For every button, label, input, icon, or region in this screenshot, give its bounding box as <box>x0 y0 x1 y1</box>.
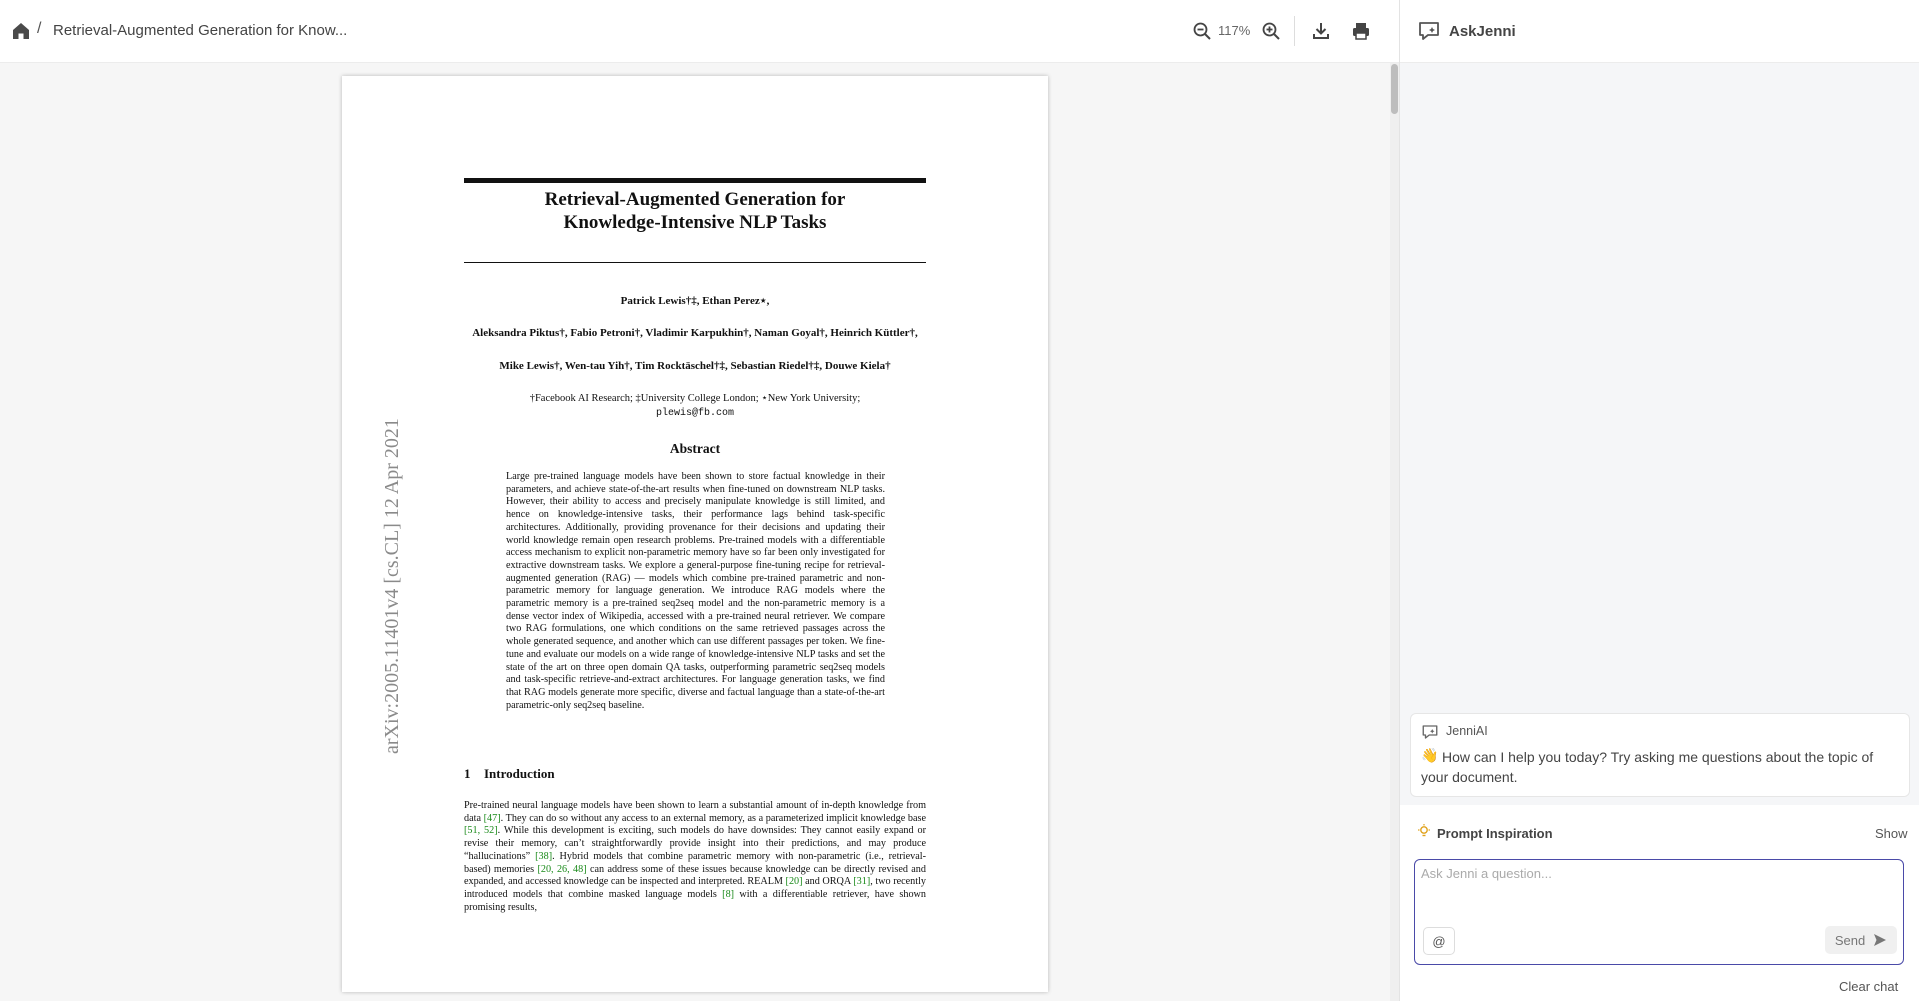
download-icon[interactable] <box>1308 18 1334 44</box>
intro-text: can address some of these issues because knowledge can be directly revised and expanded, and accessed knowledge can be inspected and interpreted. REALM <box>464 863 926 888</box>
section-heading <box>464 766 555 782</box>
authors-line-2: Aleksandra Piktus†, Fabio Petroni†, Vladimir Karpukhin†, Naman Goyal†, Heinrich Küttler†, <box>472 327 918 339</box>
breadcrumb-separator: / <box>37 20 42 37</box>
citation-link[interactable]: [38] <box>535 850 553 862</box>
chat-sender-name: JenniAI <box>1446 724 1488 738</box>
affiliations: †Facebook AI Research; ‡University College London; ⋆New York University; <box>529 393 861 404</box>
intro-text: . While this development is exciting, such models do have downsides: They cannot easily expand or revise their memory, can’t straightforwardly provide insight into their predictions, and may produce “hallucinations” <box>464 825 926 862</box>
lightbulb-icon <box>1417 824 1431 838</box>
chat-input[interactable] <box>1421 866 1895 906</box>
viewer-scrollbar[interactable] <box>1390 63 1399 1001</box>
scrollbar-thumb[interactable] <box>1391 64 1398 114</box>
citation-link[interactable]: [8] <box>722 888 735 900</box>
author-email[interactable]: plewis@fb.com <box>655 408 734 419</box>
citation-link[interactable]: [20] <box>785 876 803 888</box>
mention-button[interactable]: @ <box>1423 927 1455 955</box>
abstract-body: Large pre-trained language models have been shown to store factual knowledge in their parameters, and achieve state-of-the-art results when fine-tuned on downstream NLP tasks. However, their ability to access and precisely manipulate knowledge is still limited, and hence on knowledge-intensive tasks, their performance lags behind task-specific architectures. Additionally, providing provenance for their decisions and updating their world knowledge remain open research problems. Pre-trained models with a differentiable access mechanism to explicit non-parametric memory have so far been only investigated for extractive downstream tasks. We explore a general-purpose fine-tuning recipe for retrieval-augmented generation (RAG) — models which combine pre-trained parametric and non-parametric memory for language generation. We introduce RAG models where the parametric memory is a pre-trained seq2seq model and the non-parametric memory is a dense vector index of Wikipedia, accessed with a pre-trained neural retriever. We compare two RAG formulations, one which conditions on the same retrieved passages across the whole generated sequence, and another which can use different passages per token. We fine-tune and evaluate our models on a wide range of knowledge-intensive NLP tasks and set the state of the art on three open domain QA tasks, outperforming parametric seq2seq models and task-specific retrieve-and-extract architectures. For language generation tasks, we find that RAG models generate more specific, diverse and factual language than a state-of-the-art parametric-only seq2seq baseline. <box>506 471 885 711</box>
prompt-inspiration-label: Prompt Inspiration <box>1437 826 1553 841</box>
citation-link[interactable]: [47] <box>483 812 501 824</box>
intro-text: and ORQA <box>802 876 854 888</box>
paper-title <box>464 188 926 234</box>
wave-icon: 👋 <box>1421 747 1439 763</box>
chat-bubble-icon <box>1417 19 1441 43</box>
abstract-heading: Abstract <box>669 441 721 456</box>
chat-message-text: How can I help you today? Try asking me questions about the topic of your document. <box>1421 749 1874 785</box>
section-title: Introduction <box>484 766 555 781</box>
zoom-level: 117% <box>1218 23 1251 38</box>
send-icon <box>1873 933 1887 947</box>
authors-line-1: Patrick Lewis†‡, Ethan Perez⋆, <box>620 295 770 307</box>
send-label: Send <box>1834 932 1866 948</box>
intro-text: , two recently introduced models that combine masked language models <box>464 876 926 900</box>
intro-text: with a differentiable retriever, have shown promising results, <box>464 888 926 913</box>
title-rule-top <box>464 178 926 183</box>
zoom-in-icon[interactable] <box>1258 18 1284 44</box>
chat-message <box>1410 713 1910 797</box>
section-number: 1 <box>464 766 471 781</box>
authors-line-3: Mike Lewis†, Wen-tau Yih†, Tim Rocktäschel†‡, Sebastian Riedel†‡, Douwe Kiela† <box>499 360 891 372</box>
home-icon[interactable] <box>10 20 32 42</box>
chat-input-box <box>1414 859 1904 965</box>
arxiv-stamp-text: arXiv:2005.11401v4 [cs.CL] 12 Apr 2021 <box>381 418 403 754</box>
send-button[interactable] <box>1825 926 1897 954</box>
intro-text: . They can do so without any access to an external memory, as a parameterized implicit knowledge base <box>500 812 927 824</box>
toolbar-divider <box>1294 16 1295 46</box>
introduction-body <box>464 800 926 914</box>
pdf-viewer[interactable] <box>0 63 1390 1001</box>
zoom-out-icon[interactable] <box>1189 18 1215 44</box>
intro-text: Pre-trained neural language models have been shown to learn a substantial amount of in-depth knowledge from data <box>464 800 926 824</box>
document-title[interactable]: Retrieval-Augmented Generation for Know... <box>53 22 348 39</box>
intro-text: . Hybrid models that combine parametric memory with non-parametric (i.e., retrieval-based) memories <box>464 850 926 875</box>
clear-chat-button[interactable]: Clear chat <box>1839 979 1899 994</box>
paper-title-line-2: Knowledge-Intensive NLP Tasks <box>563 212 827 233</box>
viewer-toolbar <box>0 0 1399 63</box>
citation-link[interactable]: [20, 26, 48] <box>537 863 587 875</box>
citation-link[interactable]: [51, 52] <box>464 825 498 837</box>
ask-jenni-panel <box>1399 0 1919 1001</box>
panel-title: AskJenni <box>1449 23 1516 40</box>
citation-link[interactable]: [31] <box>853 876 871 888</box>
chat-bubble-icon <box>1421 723 1439 741</box>
pdf-page <box>342 76 1048 992</box>
panel-header <box>1400 0 1919 63</box>
print-icon[interactable] <box>1348 18 1374 44</box>
prompt-inspiration-toggle[interactable]: Show <box>1875 826 1908 841</box>
title-rule-bottom <box>464 262 926 263</box>
paper-title-line-1: Retrieval-Augmented Generation for <box>544 189 846 210</box>
